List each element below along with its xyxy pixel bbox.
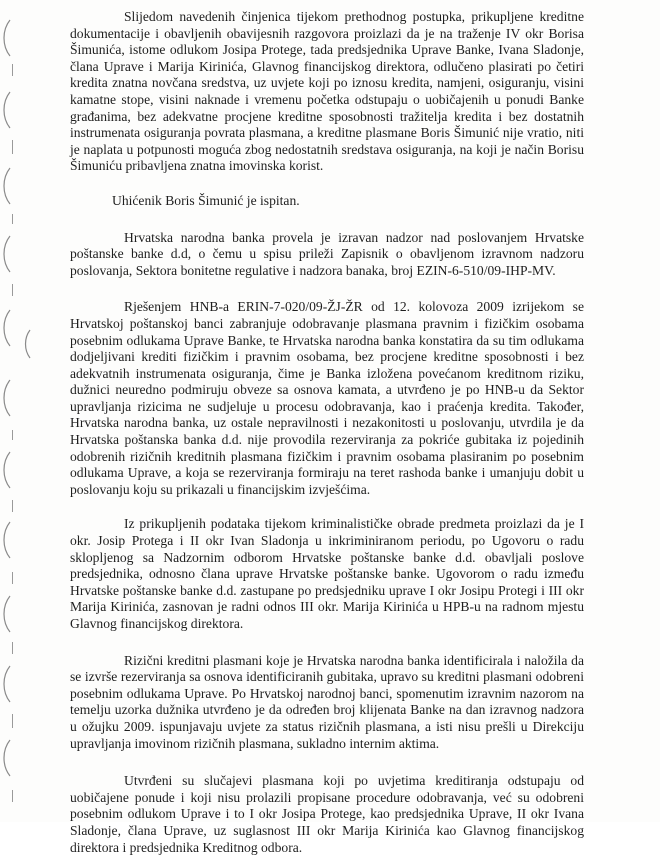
paragraph-established-cases: Utvrđeni su slučajevi plasmana koji po uvjetima kreditiranja odstupaju od uobičajene ponude i koji nisu prolazili propisane procedure odobravanja, već su odobreni posebnim odlukom Uprave i to I okr Josipa Protege, kao predsjednika Uprave, II okr Ivana Sladonje, člana Uprave, uz suglasnost III okr Marija Kirinića kao Glavnog financijskog direktora i predsjednika Kreditnog odbora. <box>70 773 584 855</box>
paragraph-criminal-investigation: Iz prikupljenih podataka tijekom kriminalističke obrade predmeta proizlazi da je I okr. Josip Protega i II okr Ivan Sladonja u inkriminiranom periodu, po Ugovoru o radu sklopljenog sa Nadzornim odborom Hrvatske poštanske banke d.d. obavljali poslove predsjednika, odnosno člana uprave Hrvatske poštanske banke. Ugovorom o radu između Hrvatske poštanske banke d.d. zastupane po predsjedniku uprave I okr Josipu Protegi i III okr Marija Kirinića, zasnovan je radni odnos III okr. Marija Kirinića u HPB-u na radnom mjestu Glavnog financijskog direktora. <box>70 516 584 631</box>
paragraph-suspect-questioned: Uhićenik Boris Šimunić je ispitan. <box>112 192 300 208</box>
paragraph-hnb-decision: Rješenjem HNB-a ERIN-7-020/09-ŽJ-ŽR od 12. kolovoza 2009 izrijekom se Hrvatskoj poštanskoj banci zabranjuje odobravanje plasmana pravnim i fizičkim osobama posebnim odlukama Uprave Banke, te Hrvatska narodna banka konstatira da su tim odlukama dodjeljivani krediti fizičkim i pravnim osobama, bez procjene kreditne sposobnosti i bez adekvatnih instrumenata osiguranja, čime je Banka izložena povećanom kreditnom riziku, dužnici neuredno podmiruju obveze sa osnova kamata, a utvrđeno je po HNB-u da Sektor upravljanja rizicima ne sudjeluje u procesu odobravanja, kao i praćenja kredita. Također, Hrvatska narodna banka, uz ostale nepravilnosti i nezakonitosti u poslovanju, utvrdila je da Hrvatska poštanska banka d.d. nije provodila rezerviranja za pokriće gubitaka iz pojedinih odobrenih rizičnih kreditnih plasmana fizičkim i pravnim osobama plasiranim po posebnim odlukama Uprave, a koja se rezerviranja formiraju na teret rashoda banke i umanjuju dobit u poslovanju koju su prikazali u financijskim izvješćima. <box>70 299 584 497</box>
document-body <box>70 9 584 856</box>
paragraph-summary: Slijedom navedenih činjenica tijekom prethodnog postupka, prikupljene kreditne dokumentacije i obavljenih obavijesnih razgovora proizlazi da je na traženje IV okr Borisa Šimunića, istome odlukom Josipa Protege, tada predsjednika Uprave Banke, Ivana Sladonje, člana Uprave i Marija Kirinića, Glavnog financijskog direktora, odlučeno plasirati po četiri kredita znatna novčana sredstva, uz uvjete koji po iznosu kredita, namjeni, osiguranju, visini kamatne stope, visini naknade i vremenu početka odstupaju o uobičajenih u ponudi Banke građanima, bez adekvatne procjene kreditne sposobnosti tražitelja kredita i bez dostatnih instrumenata osiguranja povrata plasmana, a kreditne plasmane Boris Šimunić nije vratio, niti je naplata u potpunosti moguća zbog nedostatnih sredstava osiguranja, na koji je način Borisu Šimuniću pribavljena znatna imovinska korist. <box>70 9 584 174</box>
paragraph-risky-loans: Rizični kreditni plasmani koje je Hrvatska narodna banka identificirala i naložila da se izvrše rezerviranja sa osnova identificiranih gubitaka, upravo su kreditni plasmani odobreni posebnim odlukama Uprave. Po Hrvatskoj narodnoj banci, spomenutim izravnim nazorom na temelju uzorka dužnika utvrđeno je da određen broj klijenata Banke na dan izravnog nadzora u ožujku 2009. ispunjavaju uvjete za status rizičnih plasmana, a isti nisu prešli u Direkciju upravljanja imovinom rizičnih plasmana, sukladno internim aktima. <box>70 652 584 751</box>
binding-hole-marks <box>0 0 44 822</box>
paragraph-hnb-supervision: Hrvatska narodna banka provela je izravan nadzor nad poslovanjem Hrvatske poštanske banke d.d, o čemu u spisu prileži Zapisnik o obavljenom izravnom nadzoru poslovanja, Sektora bonitetne regulative i nadzora banaka, broj EZIN-6-510/09-IHP-MV. <box>70 229 584 278</box>
